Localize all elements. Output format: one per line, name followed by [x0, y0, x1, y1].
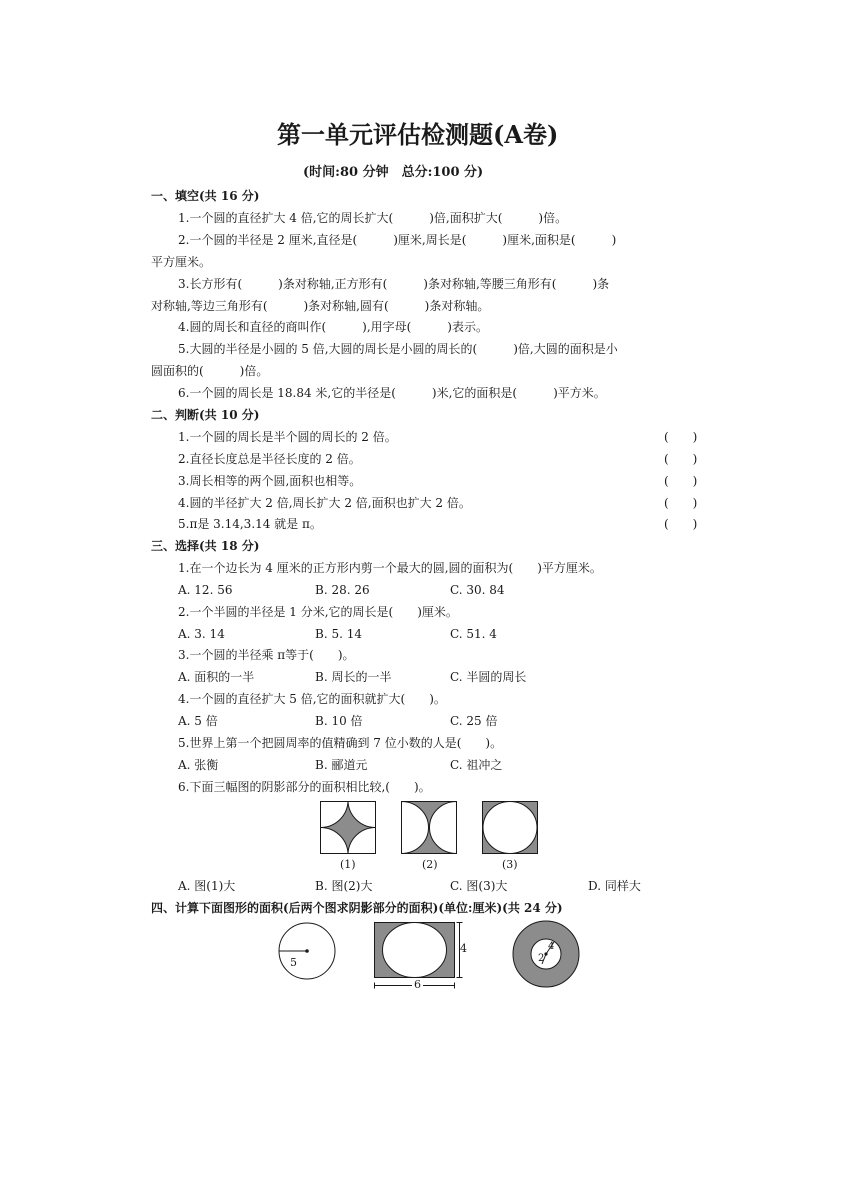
option: B. 图(2)大 — [315, 879, 373, 893]
option: A. 5 倍 — [178, 714, 218, 728]
s1-q4: 4.圆的周长和直径的商叫作( ),用字母( )表示。 — [178, 320, 488, 334]
s2-item: 4.圆的半径扩大 2 倍,周长扩大 2 倍,面积也扩大 2 倍。 — [178, 496, 471, 510]
figure-label: (3) — [502, 858, 518, 871]
s3-q2: 2.一个半圆的半径是 1 分米,它的周长是( )厘米。 — [178, 605, 458, 619]
figure-3-inscribed-circle — [482, 801, 538, 854]
option: B. 10 倍 — [315, 714, 363, 728]
section-4-heading: 四、计算下面图形的面积(后两个图求阴影部分的面积)(单位:厘米)(共 24 分) — [151, 901, 563, 915]
option: C. 51. 4 — [450, 627, 497, 641]
option: C. 25 倍 — [450, 714, 498, 728]
s3-q3: 3.一个圆的半径乘 π等于( )。 — [178, 648, 355, 662]
s3-q5: 5.世界上第一个把圆周率的值精确到 7 位小数的人是( )。 — [178, 736, 503, 750]
figure-label: (2) — [422, 858, 438, 871]
answer-bracket: ( ) — [664, 430, 698, 444]
option: B. 28. 26 — [315, 583, 370, 597]
option: C. 半圆的周长 — [450, 670, 527, 684]
s1-q5a: 5.大圆的半径是小圆的 5 倍,大圆的周长是小圆的周长的( )倍,大圆的面积是小 — [178, 342, 618, 356]
answer-bracket: ( ) — [664, 496, 698, 510]
outer-radius-label: 4 — [548, 941, 555, 952]
option: B. 郦道元 — [315, 758, 368, 772]
annulus-figure — [512, 920, 582, 990]
option: A. 图(1)大 — [178, 879, 236, 893]
radius-label: 5 — [290, 956, 297, 969]
figure-1-four-arc-star — [320, 801, 376, 854]
figure-2-two-half-circles — [401, 801, 457, 854]
circle-radius-figure — [278, 922, 338, 982]
page-subtitle: (时间:80 分钟 总分:100 分) — [303, 165, 484, 180]
option: C. 图(3)大 — [450, 879, 508, 893]
s1-q2a: 2.一个圆的半径是 2 厘米,直径是( )厘米,周长是( )厘米,面积是( ) — [178, 233, 617, 247]
section-1-heading: 一、填空(共 16 分) — [151, 189, 260, 203]
section-3-heading: 三、选择(共 18 分) — [151, 539, 260, 553]
s1-q1: 1.一个圆的直径扩大 4 倍,它的周长扩大( )倍,面积扩大( )倍。 — [178, 211, 568, 225]
option: A. 3. 14 — [178, 627, 225, 641]
option: B. 周长的一半 — [315, 670, 392, 684]
s1-q3a: 3.长方形有( )条对称轴,正方形有( )条对称轴,等腰三角形有( )条 — [178, 277, 610, 291]
s2-item: 2.直径长度总是半径长度的 2 倍。 — [178, 452, 361, 466]
option: C. 30. 84 — [450, 583, 505, 597]
answer-bracket: ( ) — [664, 474, 698, 488]
page-title: 第一单元评估检测题(A卷) — [277, 120, 559, 149]
s2-item: 1.一个圆的周长是半个圆的周长的 2 倍。 — [178, 430, 397, 444]
option: C. 祖冲之 — [450, 758, 503, 772]
answer-bracket: ( ) — [664, 452, 698, 466]
width-label: 6 — [414, 978, 421, 991]
option: A. 张衡 — [178, 758, 219, 772]
option: A. 12. 56 — [178, 583, 233, 597]
s2-item: 5.π是 3.14,3.14 就是 π。 — [178, 517, 322, 531]
height-label: 4 — [460, 942, 467, 955]
answer-bracket: ( ) — [664, 517, 698, 531]
figure-label: (1) — [340, 858, 356, 871]
section-2-heading: 二、判断(共 10 分) — [151, 408, 260, 422]
s3-q4: 4.一个圆的直径扩大 5 倍,它的面积就扩大( )。 — [178, 692, 446, 706]
s1-q2b: 平方厘米。 — [151, 255, 212, 269]
s1-q6: 6.一个圆的周长是 18.84 米,它的半径是( )米,它的面积是( )平方米。 — [178, 386, 606, 400]
s1-q3b: 对称轴,等边三角形有( )条对称轴,圆有( )条对称轴。 — [151, 299, 490, 313]
inner-radius-label: 2 — [538, 953, 545, 964]
s3-q6: 6.下面三幅图的阴影部分的面积相比较,( )。 — [178, 780, 431, 794]
option: D. 同样大 — [588, 879, 641, 893]
s3-q1: 1.在一个边长为 4 厘米的正方形内剪一个最大的圆,圆的面积为( )平方厘米。 — [178, 561, 602, 575]
option: B. 5. 14 — [315, 627, 362, 641]
s2-item: 3.周长相等的两个圆,面积也相等。 — [178, 474, 362, 488]
option: A. 面积的一半 — [178, 670, 255, 684]
s1-q5b: 圆面积的( )倍。 — [151, 364, 269, 378]
